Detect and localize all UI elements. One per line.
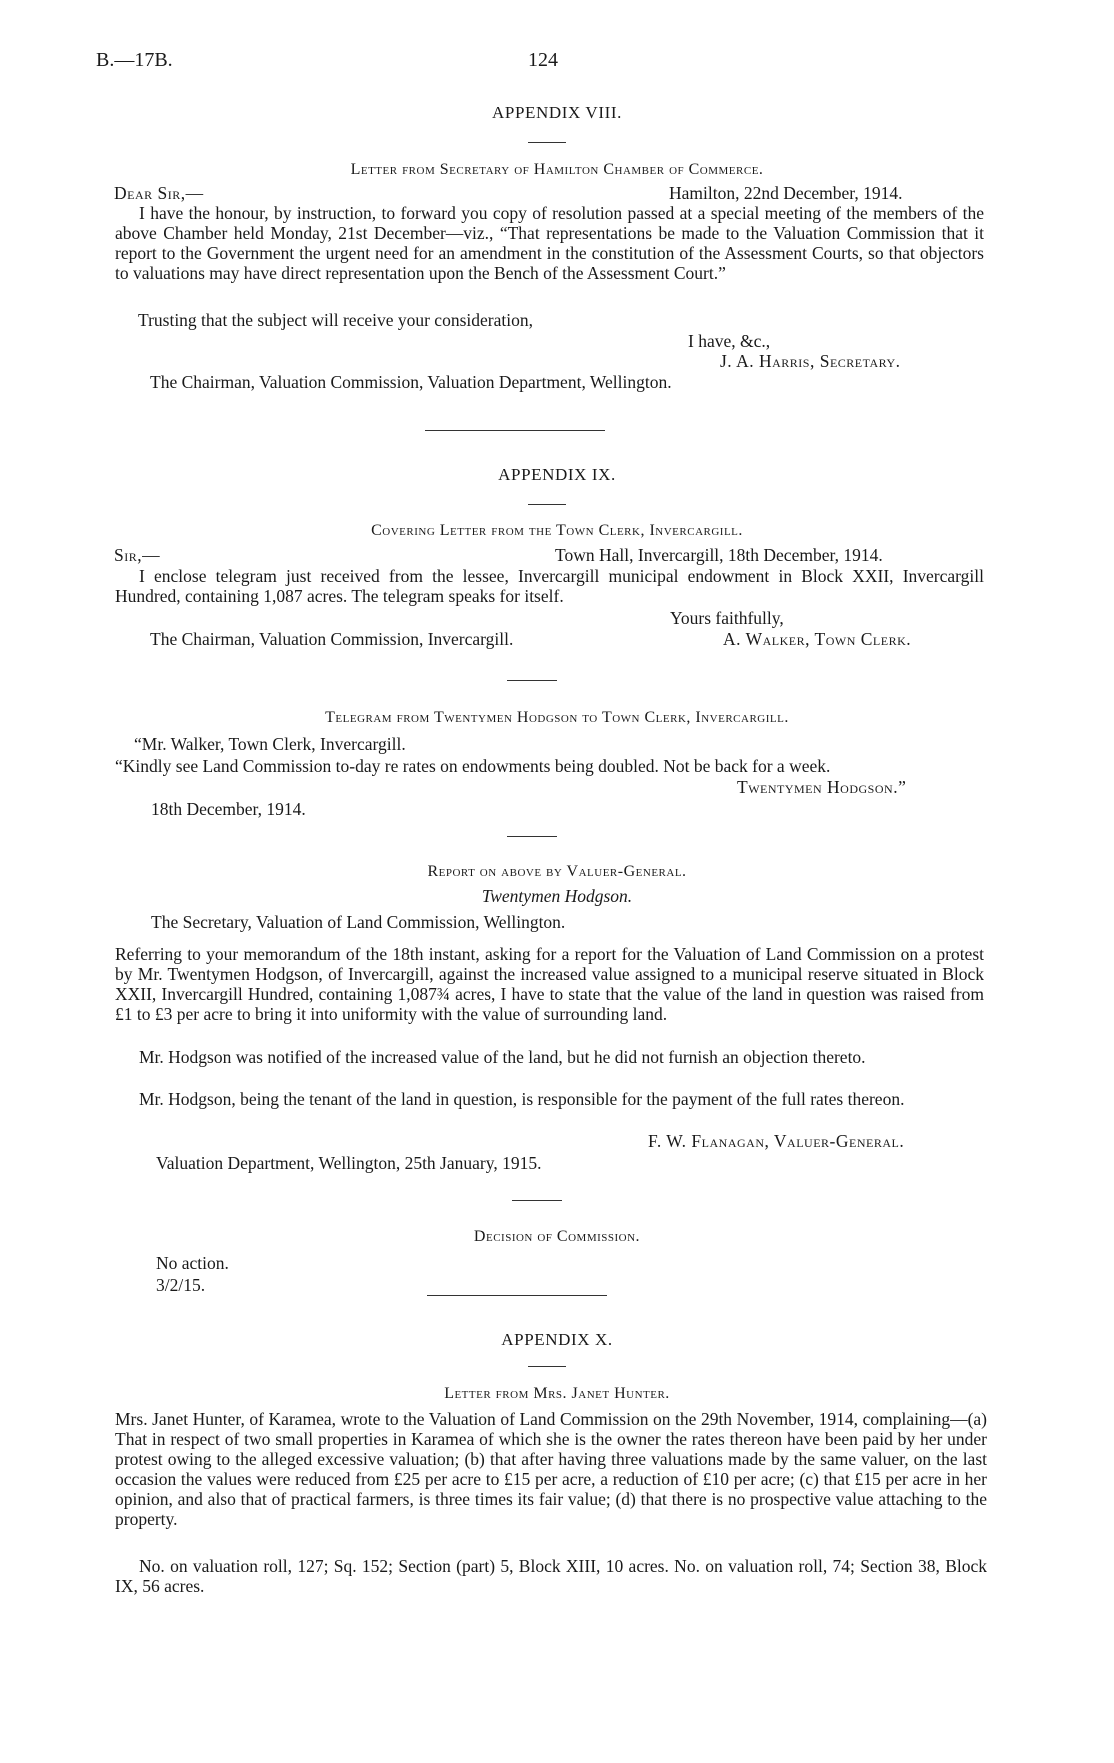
appendix-8-heading: APPENDIX VIII. [492, 103, 622, 122]
sign-off: I have, &c., [688, 331, 771, 351]
salutation: Sir,— [114, 545, 161, 565]
report-place-date: Valuation Department, Wellington, 25th January, 1915. [156, 1153, 542, 1173]
report-subheading: Report on above by Valuer-General. [427, 863, 687, 880]
appendix-9-heading: APPENDIX IX. [498, 465, 616, 484]
signature: J. A. Harris, Secretary. [720, 351, 901, 371]
appendix-10-subheading: Letter from Mrs. Janet Hunter. [444, 1385, 670, 1402]
appendix-9-subheading: Covering Letter from the Town Clerk, Invercargill. [371, 522, 743, 539]
telegram-body: “Kindly see Land Commission to-day re rates on endowments being doubled. Not be back for a week. [115, 756, 831, 776]
decision-action: No action. [156, 1253, 229, 1273]
decision-subheading: Decision of Commission. [473, 1228, 641, 1245]
document-reference: B.—17B. [96, 49, 173, 71]
addressee: The Chairman, Valuation Commission, Valuation Department, Wellington. [150, 372, 672, 392]
report-paragraph-3: Mr. Hodgson, being the tenant of the land in question, is responsible for the payment of the full rates thereon. [139, 1089, 905, 1109]
letter-summary: Mrs. Janet Hunter, of Karamea, wrote to the Valuation of Land Commission on the 29th November, 1914, complaining—(a) That in respect of two small properties in Karamea of which she is the owner the rates thereon have been paid by her under protest owing to the alleged excessive valuation; (b) that after having three valuations made by the same valuer, on the last occasion the values were reduced from £25 per acre to £15 per acre, a reduction of £10 per acre; (c) that £15 per acre in her opinion, and also that of practical farmers, is three times its fair value; (d) that there is no prospective value attaching to the property. [115, 1409, 987, 1529]
report-signature: F. W. Flanagan, Valuer-General. [648, 1131, 905, 1151]
telegram-date: 18th December, 1914. [151, 799, 306, 819]
short-rule [507, 680, 557, 681]
short-rule [512, 1200, 562, 1201]
closing-line: Trusting that the subject will receive your consideration, [138, 310, 533, 330]
valuation-roll-details: No. on valuation roll, 127; Sq. 152; Section (part) 5, Block XIII, 10 acres. No. on valuation roll, 74; Section 38, Block IX, 56 acres. [115, 1556, 987, 1596]
signature: A. Walker, Town Clerk. [723, 629, 912, 649]
addressee: The Chairman, Valuation Commission, Invercargill. [150, 629, 514, 649]
telegram-signature: Twentymen Hodgson.” [737, 777, 907, 797]
report-paragraph-2: Mr. Hodgson was notified of the increased value of the land, but he did not furnish an objection thereto. [139, 1047, 866, 1067]
short-rule [528, 142, 566, 143]
report-paragraph-1: Referring to your memorandum of the 18th instant, asking for a report for the Valuation of Land Commission on a protest by Mr. Twentymen Hodgson, of Invercargill, against the increased value assigned to a municipal reserve situated in Block XXII, Invercargill Hundred, containing 1,087¾ acres, I have to state that the value of the land in question was raised from £1 to £3 per acre to bring it into uniformity with the value of surrounding land. [115, 944, 984, 1024]
decision-date: 3/2/15. [156, 1275, 206, 1295]
section-divider [427, 1295, 607, 1296]
telegram-subheading: Telegram from Twentymen Hodgson to Town Clerk, Invercargill. [325, 709, 789, 726]
short-rule [528, 1366, 566, 1367]
page-number: 124 [528, 49, 558, 71]
report-subject: Twentymen Hodgson. [481, 886, 633, 906]
telegram-address: “Mr. Walker, Town Clerk, Invercargill. [134, 734, 406, 754]
short-rule [507, 836, 557, 837]
letter-body: I have the honour, by instruction, to forward you copy of resolution passed at a special meeting of the members of the above Chamber held Monday, 21st December—viz., “That representations be made to the Valuation Commission that it report to the Government the urgent need for an amendment in the constitution of the Assessment Courts, so that objectors to valuations may have direct representation upon the Bench of the Assessment Court.” [115, 203, 984, 283]
place-date: Town Hall, Invercargill, 18th December, 1914. [555, 545, 883, 565]
place-date: Hamilton, 22nd December, 1914. [669, 183, 903, 203]
appendix-8-subheading: Letter from Secretary of Hamilton Chamber of Commerce. [350, 161, 764, 178]
letter-body: I enclose telegram just received from the lessee, Invercargill municipal endowment in Block XXII, Invercargill Hundred, containing 1,087 acres. The telegram speaks for itself. [115, 566, 984, 606]
appendix-10-heading: APPENDIX X. [501, 1330, 613, 1349]
report-addressee: The Secretary, Valuation of Land Commission, Wellington. [151, 912, 566, 932]
sign-off: Yours faithfully, [670, 608, 784, 628]
section-divider [425, 430, 605, 431]
short-rule [528, 504, 566, 505]
salutation: Dear Sir,— [114, 183, 204, 203]
